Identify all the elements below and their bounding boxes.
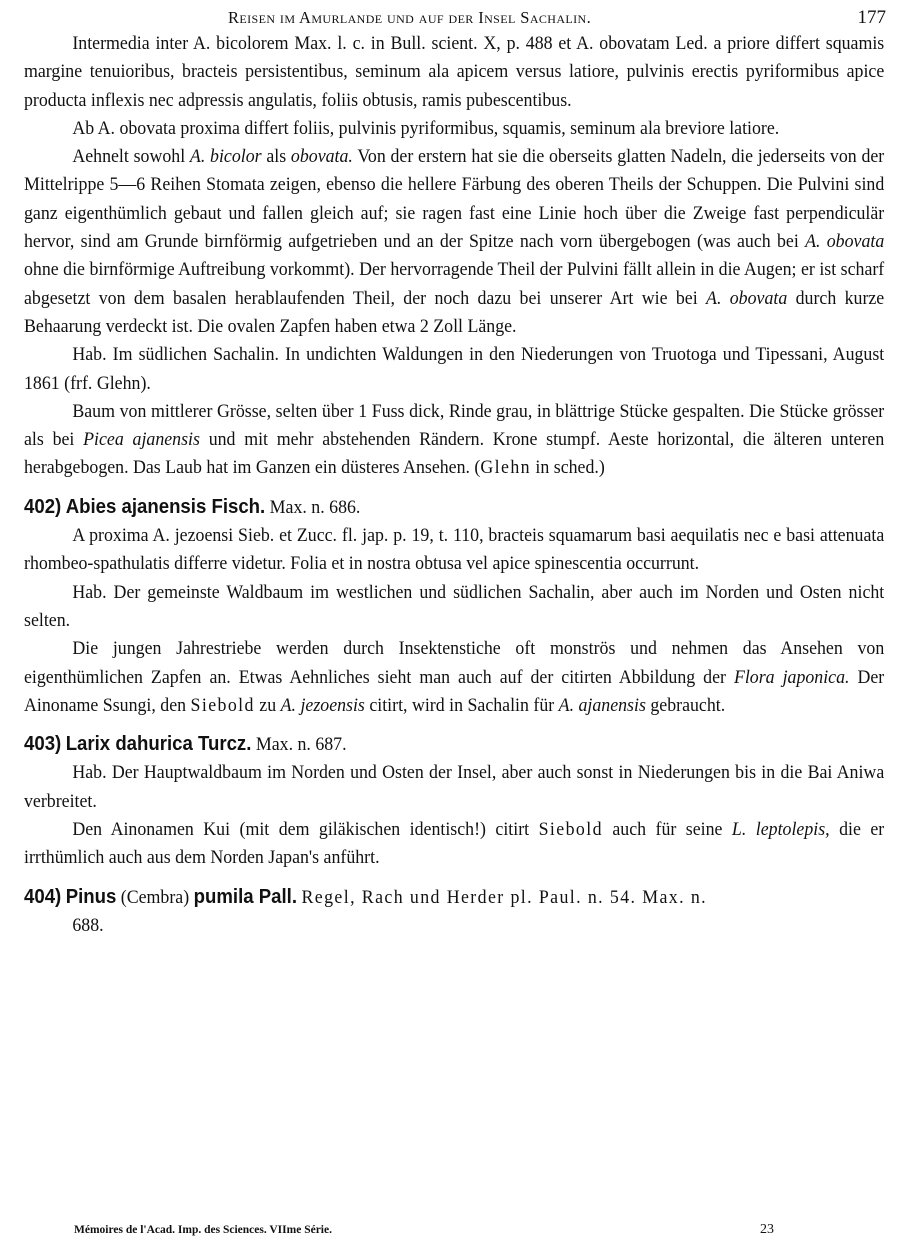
species-genus: Pinus bbox=[65, 885, 117, 908]
species-notes bbox=[24, 816, 884, 873]
species-number: 404) bbox=[24, 885, 62, 908]
species-reference: Max. n. 687. bbox=[255, 734, 347, 756]
text-run: Die jungen Jahrestriebe werden durch Insektenstiche oft monströs und nehmen das Ansehen von eigenthümlichen Zapfen an. Etwas Aehnliches sieht man auch auf der citirten Abbildung der bbox=[24, 638, 885, 688]
species-reference-continued: 688. bbox=[72, 914, 104, 936]
species-reference: Regel, Rach und Herder pl. Paul. n. 54. Max. n. bbox=[301, 886, 708, 908]
italic-taxon: A. bicolor bbox=[189, 146, 262, 168]
species-number: 403) bbox=[24, 733, 62, 756]
text-run: Den Ainonamen Kui (mit dem giläkischen identisch!) citirt bbox=[72, 819, 539, 841]
text-run: gebraucht. bbox=[645, 694, 726, 716]
species-habitat: Hab. Der gemeinste Waldbaum im westlichen und südlichen Sachalin, aber auch im Norden und Osten nicht selten. bbox=[24, 581, 885, 631]
footer-signature-mark: 23 bbox=[760, 1222, 774, 1237]
page-number: 177 bbox=[857, 7, 886, 28]
italic-taxon: A. jezoensis bbox=[280, 694, 365, 716]
text-run: Der Ainoname Ssungi, den bbox=[24, 666, 885, 716]
text-run: citirt, wird in Sachalin für bbox=[364, 694, 559, 716]
species-reference: Max. n. 686. bbox=[269, 496, 361, 518]
species-subgenus: (Cembra) bbox=[120, 886, 190, 908]
text-run: und mit mehr abstehenden Rändern. Krone stumpf. Aeste horizontal, die älteren unteren herabgebogen. Das Laub hat im Ganzen ein düsteres Ansehen. ( bbox=[24, 429, 885, 479]
text-run: auch für seine bbox=[602, 819, 732, 841]
text-run: in sched.) bbox=[530, 457, 605, 479]
italic-taxon: obovata. bbox=[290, 146, 353, 168]
paragraph-comparison: Ab A. obovata proxima differt foliis, pulvinis pyriformibus, squamis, seminum ala breviore latiore. bbox=[72, 117, 780, 139]
species-diagnosis: A proxima A. jezoensi Sieb. et Zucc. fl. jap. p. 19, t. 110, bracteis squamarum basi aequilatis nec e basi attenuata rhombeo-spathulatis differre videtur. Folia et in nostra obtusa vel apice spinescentia occurrunt. bbox=[24, 525, 885, 575]
italic-taxon: A. obovata bbox=[805, 231, 885, 253]
species-epithet: pumila Pall. bbox=[193, 885, 298, 908]
italic-taxon: A. ajanensis bbox=[558, 694, 646, 716]
paragraph-field-notes bbox=[24, 398, 884, 483]
species-heading bbox=[24, 493, 884, 522]
species-entry-403 bbox=[24, 730, 884, 872]
italic-taxon: A. obovata bbox=[706, 287, 788, 309]
species-number: 402) bbox=[24, 495, 62, 518]
species-notes bbox=[24, 635, 884, 720]
spaced-name: Siebold bbox=[190, 694, 255, 716]
italic-taxon: L. leptolepis, bbox=[731, 819, 830, 841]
text-run: ohne die birnförmige Auftreibung vorkommt). Der hervorragende Theil der Pulvini fällt allein in die Augen; er ist scharf abgesetzt von dem basalen herablaufenden Theil, der noch dazu bei unserer Art wie bei bbox=[24, 259, 885, 309]
species-entry-402 bbox=[24, 493, 884, 720]
page-body bbox=[24, 30, 884, 940]
species-heading bbox=[24, 883, 884, 912]
italic-title: Flora japonica. bbox=[733, 666, 850, 688]
species-name: Larix dahurica Turcz. bbox=[65, 733, 252, 756]
species-entry-404 bbox=[24, 883, 884, 941]
species-name: Abies ajanensis Fisch. bbox=[65, 495, 266, 518]
text-run: die er irrthümlich auch aus dem Norden Japan's anführt. bbox=[24, 819, 885, 869]
text-run: als bbox=[261, 146, 291, 168]
spaced-name: Siebold bbox=[538, 819, 603, 841]
page-footer bbox=[0, 1224, 900, 1244]
text-run: Baum von mittlerer Grösse, selten über 1 Fuss dick, Rinde grau, in blättrige Stücke gespalten. Die Stücke grösser als bei bbox=[24, 400, 885, 451]
text-run: durch kurze Behaarung verdeckt ist. Die ovalen Zapfen haben etwa 2 Zoll Länge. bbox=[24, 287, 885, 337]
italic-taxon: Picea ajanensis bbox=[83, 429, 200, 451]
running-title: Reisen im Amurlande und auf der Insel Sachalin. bbox=[228, 8, 592, 27]
species-habitat: Hab. Der Hauptwaldbaum im Norden und Osten der Insel, aber auch sonst in Niederungen bis in die Bai Aniwa verbreitet. bbox=[24, 762, 885, 812]
text-run: Aehnelt sowohl bbox=[72, 146, 190, 168]
paragraph-description bbox=[24, 143, 884, 341]
text-run: zu bbox=[254, 694, 281, 716]
species-heading bbox=[24, 730, 884, 759]
paragraph-diagnosis: Intermedia inter A. bicolorem Max. l. c. in Bull. scient. X, p. 488 et A. obovatam Led. a priore differt squamis margine tenuioribus, bracteis persistentibus, seminum ala apicem versus latiore, pulvinis erectis pyriformibus apice producta inflexis nec adpressis angulatis, foliis obtusis, ramis pubescentibus. bbox=[24, 33, 885, 111]
spaced-name: Glehn bbox=[480, 457, 531, 479]
footer-publication: Mémoires de l'Acad. Imp. des Sciences. VIIme Série. bbox=[74, 1224, 332, 1236]
text-run: Von der erstern hat sie die oberseits glatten Nadeln, die jederseits von der Mittelrippe 5—6 Reihen Stomata zeigen, ebenso die hellere Färbung des oberen Theils der Schuppen. Die Pulvini sind ganz eigenthümlich gebaut und fallen gleich auf; sie ragen fast eine Linie hoch über die Zweige fast perpendiculär hervor, sind am Grunde birnförmig aufgetrieben und an der Spitze nach vorn übergebogen (was auch bei bbox=[24, 146, 885, 253]
paragraph-habitat: Hab. Im südlichen Sachalin. In undichten Waldungen in den Niederungen von Truotoga und Tipessani, August 1861 (frf. Glehn). bbox=[24, 344, 885, 394]
